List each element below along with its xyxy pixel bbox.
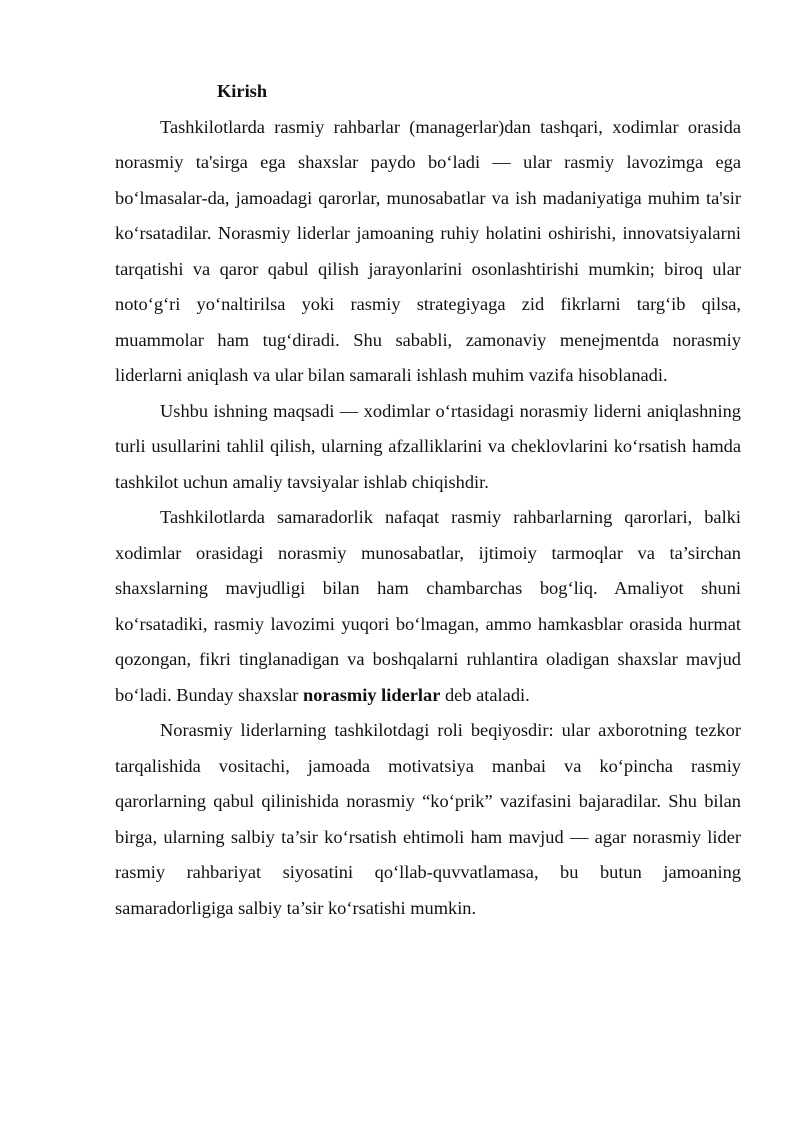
- bold-term: norasmiy liderlar: [302, 684, 441, 705]
- paragraph-intro: Tashkilotlarda rasmiy rahbarlar (managerlar)dan tashqari, xodimlar orasida norasmiy ta'sirga ega shaxslar paydo bo‘ladi — ular rasmiy lavozimga ega bo‘lmasalar-da, jamoadagi qarorlar, munosabatlar va ish madaniyatiga muhim ta'sir ko‘rsatadilar. Norasmiy liderlar jamoaning ruhiy holatini oshirishi, innovatsiyalarni tarqatishi va qaror qabul qilish jarayonlarini osonlashtirishi mumkin; biroq ular noto‘g‘ri yo‘naltirilsa yoki rasmiy strategiyaga zid fikrlarni targ‘ib qilsa, muammolar ham tug‘diradi. Shu sababli, zamonaviy menejmentda norasmiy liderlarni aniqlash va ular bilan samarali ishlash muhim vazifa hisoblanadi.: [115, 116, 741, 385]
- section-heading: Kirish: [217, 81, 268, 101]
- paragraph-goal: Ushbu ishning maqsadi — xodimlar o‘rtasidagi norasmiy liderni aniqlashning turli usullarini tahlil qilish, ularning afzalliklarini va cheklovlarini ko‘rsatish hamda tashkilot uchun amaliy tavsiyalar ishlab chiqishdir.: [115, 400, 741, 492]
- paragraph-efficiency-text-before: Tashkilotlarda samaradorlik nafaqat rasmiy rahbarlarning qarorlari, balki xodimlar orasidagi norasmiy munosabatlar, ijtimoiy tarmoqlar va ta’sirchan shaxslarning mavjudligi bilan ham chambarchas bog‘liq. Amaliyot shuni ko‘rsatadiki, rasmiy lavozimi yuqori bo‘lmagan, ammo hamkasblar orasida hurmat qozongan, fikri tinglanadigan va boshqalarni ruhlantira oladigan shaxslar mavjud bo‘ladi. Bunday shaxslar: [115, 507, 741, 705]
- paragraph-role: Norasmiy liderlarning tashkilotdagi roli beqiyosdir: ular axborotning tezkor tarqalishida vositachi, jamoada motivatsiya manbai va ko‘pincha rasmiy qarorlarning qabul qilinishida norasmiy “ko‘prik” vazifasini bajaradilar. Shu bilan birga, ularning salbiy ta’sir ko‘rsatish ehtimoli ham mavjud — agar norasmiy lider rasmiy rahbariyat siyosatini qo‘llab-quvvatlamasa, bu butun jamoaning samaradorligiga salbiy ta’sir ko‘rsatishi mumkin.: [115, 720, 741, 918]
- paragraph-efficiency: [115, 500, 741, 713]
- paragraph-efficiency-text-after: deb ataladi.: [440, 684, 530, 705]
